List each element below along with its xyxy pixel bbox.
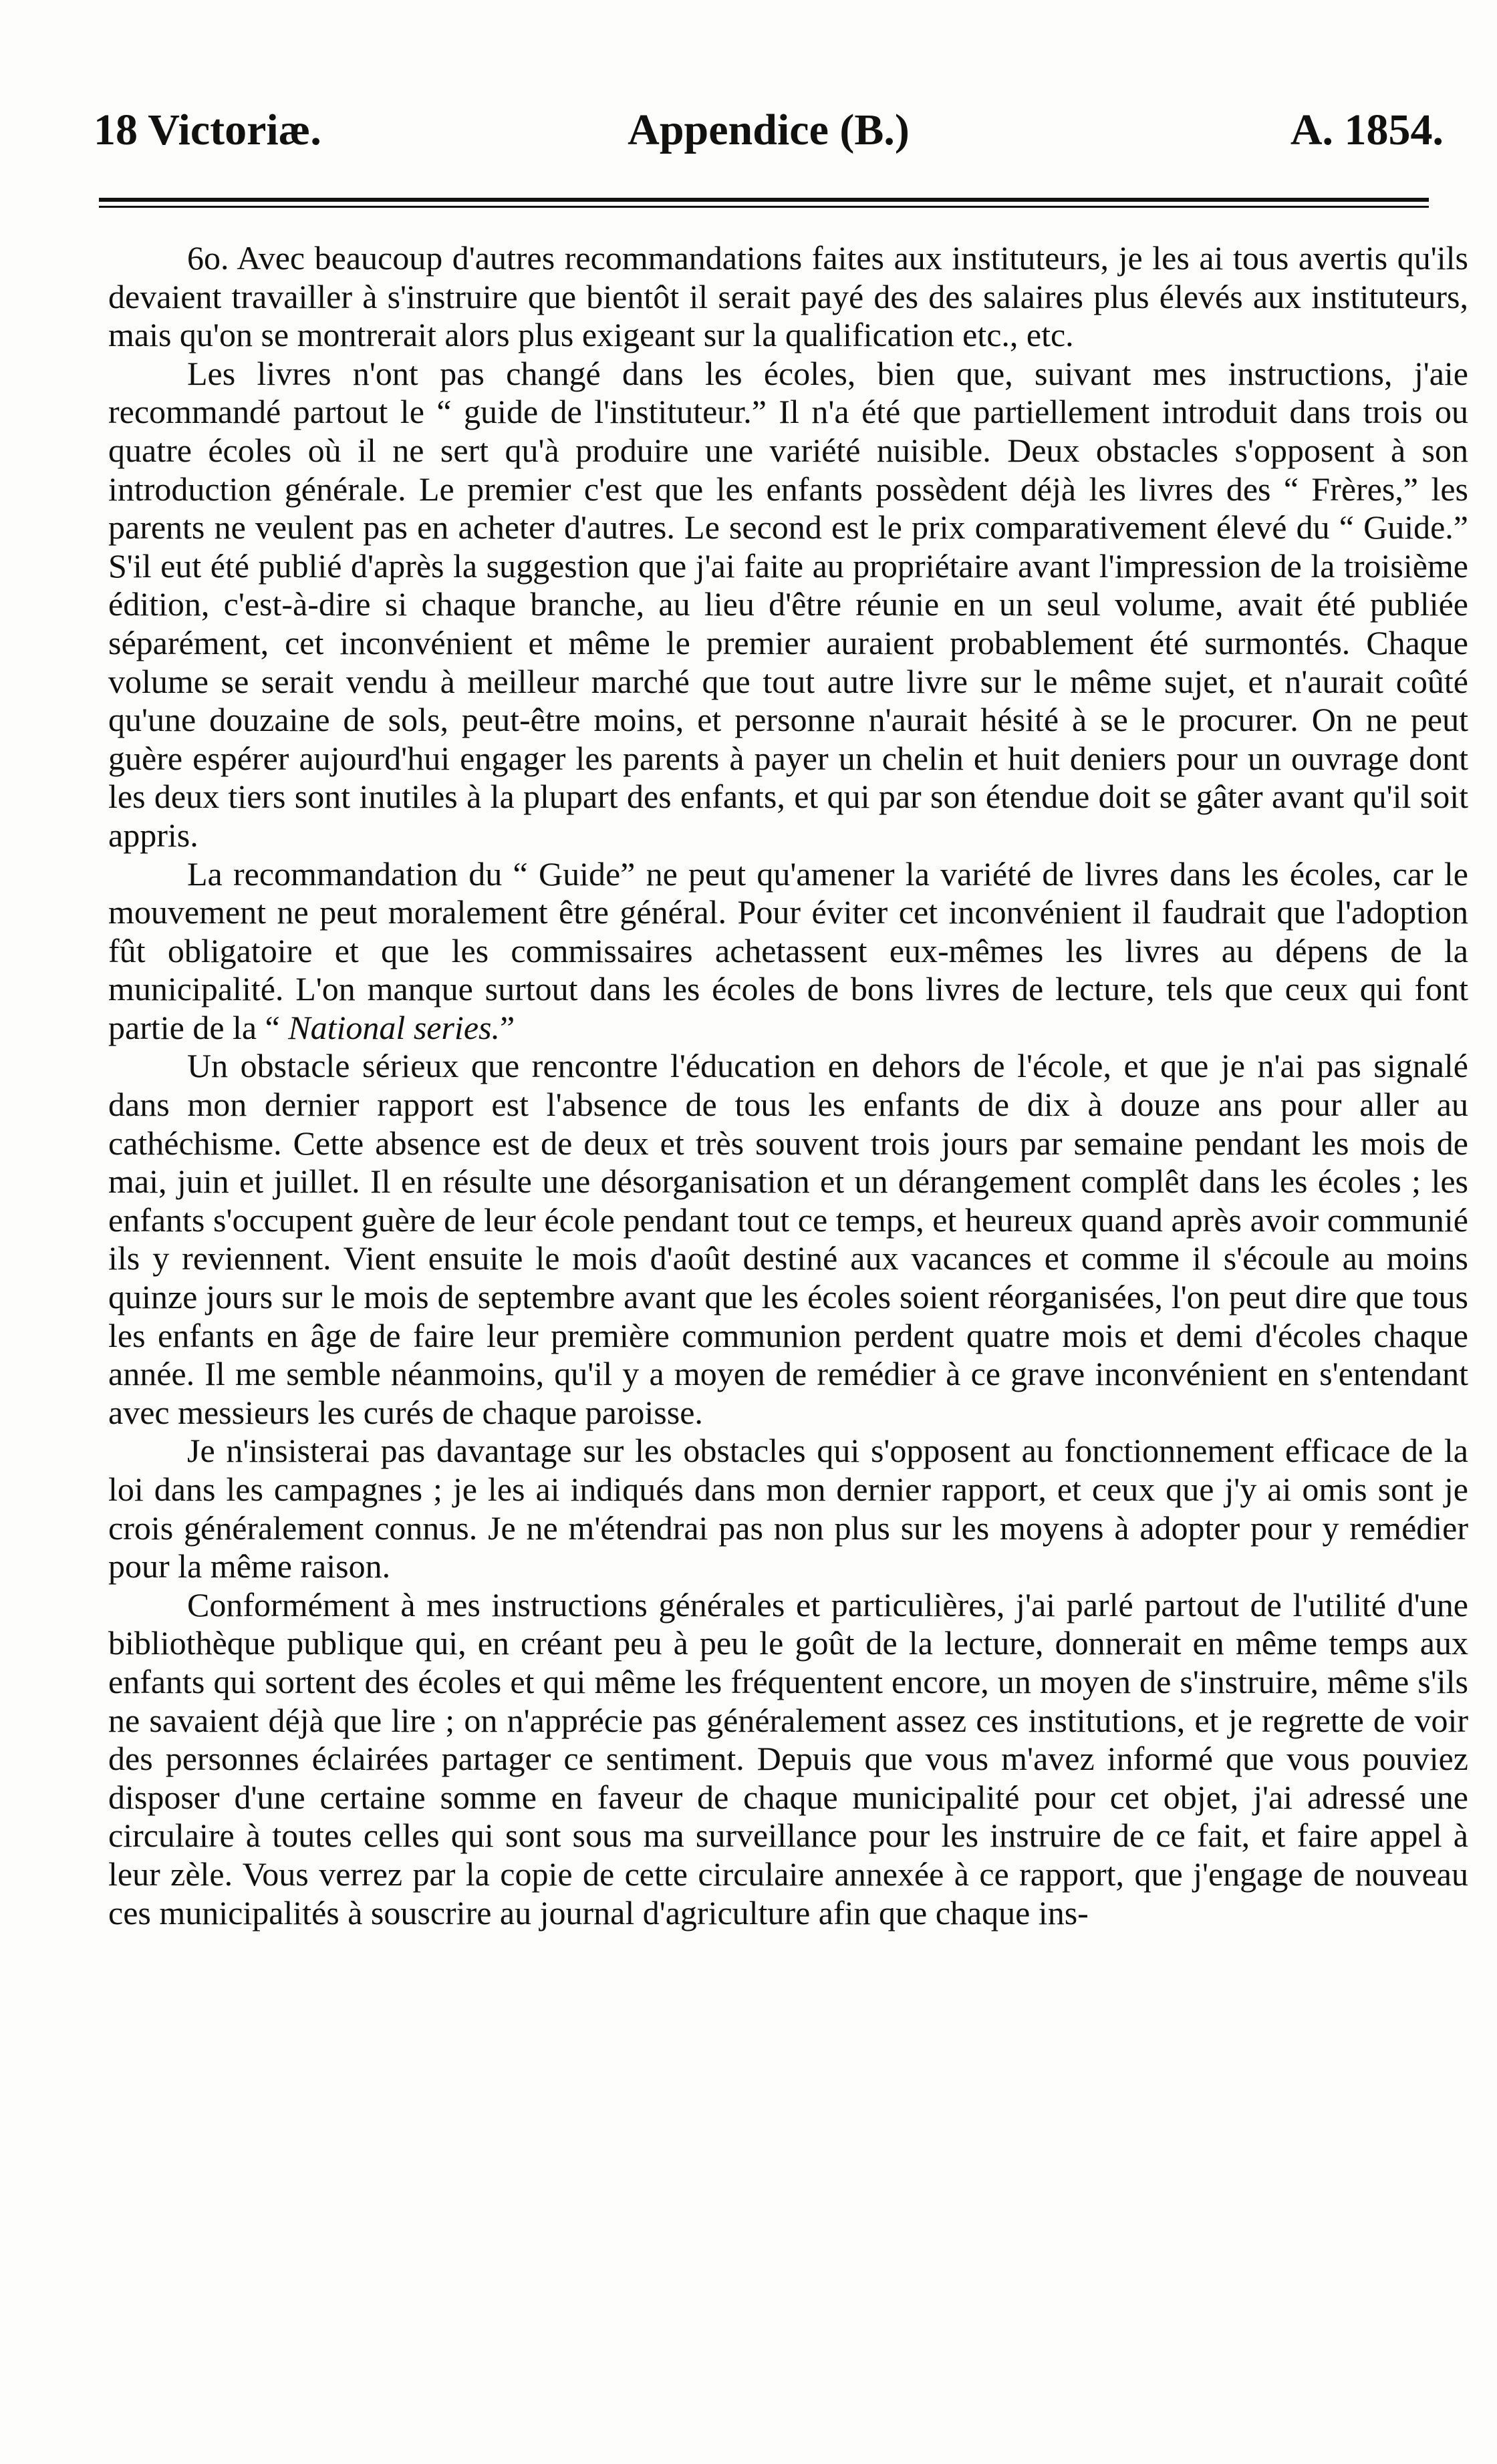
- header-appendix-title: Appendice (B.): [628, 106, 910, 154]
- paragraph-recommendations: 6o. Avec beaucoup d'autres recommandations faites aux instituteurs, je les ai tous avertis qu'ils devaient travailler à s'instruire que bientôt il serait payé des des salaires plus élevés aux instituteurs, mais qu'on se montrerait alors plus exigeant sur la qualification etc., etc.: [108, 239, 1468, 354]
- report-body: [108, 239, 1468, 1932]
- paragraph-obstacles: Je n'insisterai pas davantage sur les obstacles qui s'opposent au fonctionnement efficace de la loi dans les campagnes ; je les ai indiqués dans mon dernier rapport, et ceux que j'y ai omis sont je crois généralement connus. Je ne m'étendrai pas non plus sur les moyens à adopter pour y remédier pour la même raison.: [108, 1432, 1468, 1585]
- header-year: A. 1854.: [1290, 106, 1444, 154]
- national-series-title: National series.: [288, 1008, 500, 1046]
- paragraph-public-library: Conformément à mes instructions générales et particulières, j'ai parlé partout de l'utilité d'une bibliothèque publique qui, en créant peu à peu le goût de la lecture, donnerait en même temps aux enfants qui sortent des écoles et qui même les fréquentent encore, un moyen de s'instruire, même s'ils ne savaient déjà que lire ; on n'apprécie pas généralement assez ces institutions, et je regrette de voir des personnes éclairées partager ce sentiment. Depuis que vous m'avez informé que vous pouviez disposer d'une certaine somme en faveur de chaque municipalité pour cet objet, j'ai adressé une circulaire à toutes celles qui sont sous ma surveillance pour les instruire de ce fait, et faire appel à leur zèle. Vous verrez par la copie de cette circulaire annexée à ce rapport, que j'engage de nouveau ces municipalités à souscrire au journal d'agriculture afin que chaque ins-: [108, 1585, 1468, 1932]
- running-header: [94, 100, 1444, 160]
- header-rule-thin: [99, 206, 1429, 208]
- header-rule-thick: [99, 198, 1429, 202]
- paragraph-guide-recommendation: [108, 855, 1468, 1048]
- paragraph-guide-text: La recommandation du “ Guide” ne peut qu'amener la variété de livres dans les écoles, car le mouvement ne peut moralement être général. Pour éviter cet inconvénient il faudrait que l'adoption fût obligatoire et que les commissaires achetassent eux-mêmes les livres au dépens de la municipalité. L'on manque surtout dans les écoles de bons livres de lecture, tels que ceux qui font partie de la “: [108, 855, 1468, 1046]
- paragraph-school-books: Les livres n'ont pas changé dans les écoles, bien que, suivant mes instructions, j'aie recommandé partout le “ guide de l'instituteur.” Il n'a été que partiellement introduit dans trois ou quatre écoles où il ne sert qu'à produire une variété nuisible. Deux obstacles s'opposent à son introduction générale. Le premier c'est que les enfants possèdent déjà les livres des “ Frères,” les parents ne veulent pas en acheter d'autres. Le second est le prix comparativement élevé du “ Guide.” S'il eut été publié d'après la suggestion que j'ai faite au propriétaire avant l'impression de la troisième édition, c'est-à-dire si chaque branche, au lieu d'être réunie en un seul volume, avait été publiée séparément, cet inconvénient et même le premier auraient probablement été surmontés. Chaque volume se serait vendu à meilleur marché que tout autre livre sur le même sujet, et n'aurait coûté qu'une douzaine de sols, peut-être moins, et personne n'aurait hésité à se le procurer. On ne peut guère espérer aujourd'hui engager les parents à payer un chelin et huit deniers pour un ouvrage dont les deux tiers sont inutiles à la plupart des enfants, et qui par son étendue doit se gâter avant qu'il soit appris.: [108, 354, 1468, 854]
- header-session: 18 Victoriæ.: [94, 106, 321, 154]
- paragraph-catechism-absence: Un obstacle sérieux que rencontre l'éducation en dehors de l'école, et que je n'ai pas signalé dans mon dernier rapport est l'absence de tous les enfants de dix à douze ans pour aller au cathéchisme. Cette absence est de deux et très souvent trois jours par semaine pendant les mois de mai, juin et juillet. Il en résulte une désorganisation et un dérangement complêt dans les écoles ; les enfants s'occupent guère de leur école pendant tout ce temps, et heureux quand après avoir communié ils y reviennent. Vient ensuite le mois d'août destiné aux vacances et comme il s'écoule au moins quinze jours sur le mois de septembre avant que les écoles soient réorganisées, l'on peut dire que tous les enfants en âge de faire leur première communion perdent quatre mois et demi d'écoles chaque année. Il me semble néanmoins, qu'il y a moyen de remédier à ce grave inconvénient en s'entendant avec messieurs les curés de chaque paroisse.: [108, 1047, 1468, 1431]
- paragraph-guide-closing: ”: [499, 1008, 515, 1046]
